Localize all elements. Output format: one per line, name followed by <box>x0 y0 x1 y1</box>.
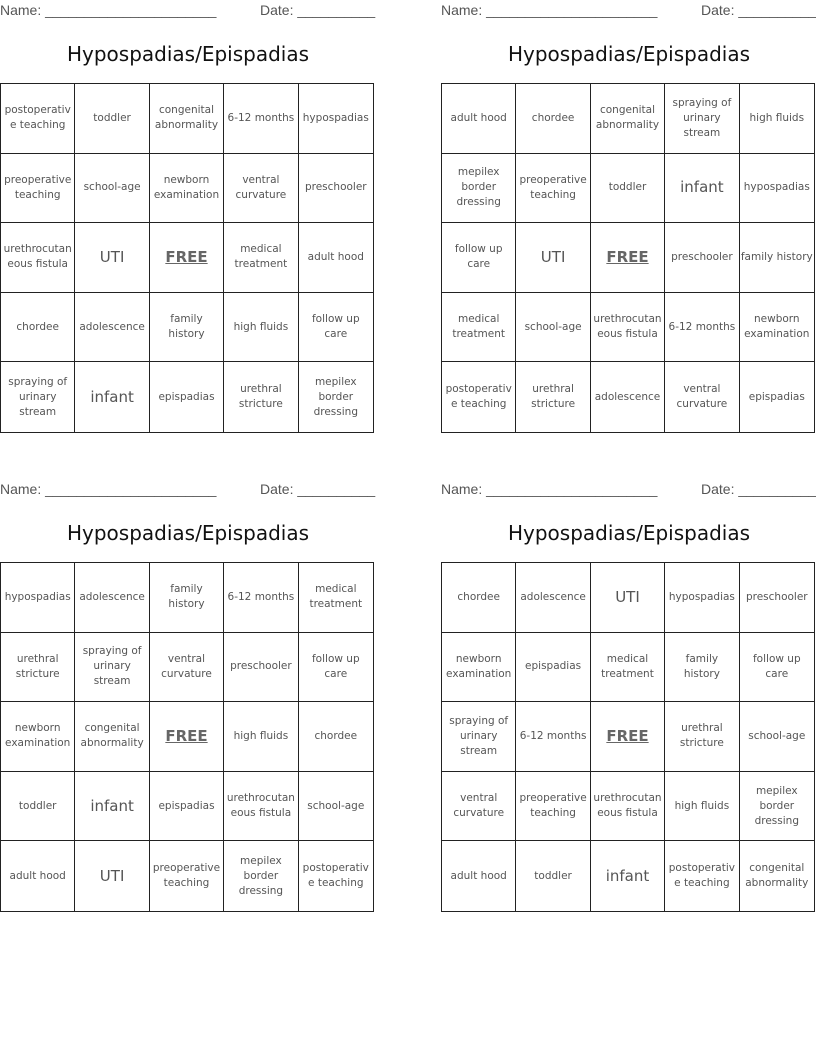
bingo-cell: UTI <box>591 563 665 633</box>
bingo-cell: ventral curvature <box>150 633 224 703</box>
bingo-cell: family history <box>150 563 224 633</box>
bingo-cell: medical treatment <box>591 633 665 703</box>
date-field: Date: __________ <box>701 481 816 497</box>
free-space-cell: FREE <box>150 702 224 772</box>
bingo-cell: medical treatment <box>299 563 373 633</box>
bingo-cell: toddler <box>1 772 75 842</box>
free-space-cell: FREE <box>150 223 224 293</box>
bingo-cell: hypospadias <box>740 154 814 224</box>
bingo-cell: epispadias <box>748 390 805 403</box>
name-date-line <box>441 481 816 499</box>
bingo-grid <box>0 562 374 912</box>
bingo-cell: infant <box>75 772 149 842</box>
card-title: Hypospadias/Epispadias <box>66 521 310 545</box>
bingo-cell: preoperative teaching <box>516 154 590 224</box>
bingo-cell: infant <box>75 362 149 432</box>
bingo-cell: urethrocutaneous fistula <box>591 772 665 842</box>
bingo-cell: congenital abnormality <box>150 84 224 154</box>
bingo-cell: adult hood <box>442 84 516 154</box>
card-title: Hypospadias/Epispadias <box>507 42 751 66</box>
bingo-grid <box>0 83 374 433</box>
bingo-cell: newborn examination <box>1 702 75 772</box>
bingo-cell: high fluids <box>740 84 814 154</box>
bingo-cell: ventral curvature <box>224 154 298 224</box>
bingo-cell: congenital abnormality <box>745 862 809 890</box>
bingo-cell: preschooler <box>224 633 298 703</box>
bingo-cell: urethral stricture <box>665 702 739 772</box>
bingo-cell: school-age <box>740 702 814 772</box>
bingo-cell: spraying of urinary stream <box>665 84 739 154</box>
bingo-cell: adult hood <box>442 841 516 911</box>
bingo-cell: postoperative teaching <box>302 862 369 890</box>
bingo-cell: 6-12 months <box>665 293 739 363</box>
bingo-cell: adult hood <box>1 841 75 911</box>
card-title: Hypospadias/Epispadias <box>66 42 310 66</box>
bingo-cell: 6-12 months <box>224 84 298 154</box>
name-field: Name: ______________________ <box>0 481 217 497</box>
bingo-cell: school-age <box>299 772 373 842</box>
bingo-cell: follow up care <box>299 633 373 703</box>
bingo-cell: family history <box>740 223 814 293</box>
bingo-cell: mepilex border dressing <box>442 154 516 224</box>
name-date-line <box>0 2 376 20</box>
bingo-cell: epispadias <box>150 772 224 842</box>
bingo-cell: adolescence <box>591 362 665 432</box>
bingo-cell: chordee <box>516 84 590 154</box>
bingo-cell: spraying of urinary stream <box>442 702 516 772</box>
bingo-cell: infant <box>665 154 739 224</box>
bingo-cell: follow up care <box>299 293 373 363</box>
bingo-cell: adolescence <box>75 293 149 363</box>
bingo-cell: adult hood <box>299 223 373 293</box>
date-field: Date: __________ <box>701 2 816 18</box>
bingo-cell: hypospadias <box>1 563 75 633</box>
bingo-cell: adolescence <box>75 563 149 633</box>
bingo-cell: toddler <box>591 154 665 224</box>
bingo-cell: urethral stricture <box>224 362 298 432</box>
bingo-cell: 6-12 months <box>224 563 298 633</box>
bingo-cell: ventral curvature <box>665 362 739 432</box>
bingo-cell: family history <box>150 293 224 363</box>
free-space-cell: FREE <box>591 223 665 293</box>
bingo-cell: chordee <box>299 702 373 772</box>
bingo-cell: UTI <box>75 223 149 293</box>
bingo-cell: postoperative teaching <box>1 84 75 154</box>
bingo-cell: mepilex border dressing <box>224 841 298 911</box>
bingo-grid <box>441 83 815 433</box>
bingo-cell: family history <box>665 633 739 703</box>
date-field: Date: __________ <box>260 2 376 18</box>
bingo-cell: postoperative teaching <box>442 362 516 432</box>
bingo-cell: school-age <box>516 293 590 363</box>
bingo-cell: adolescence <box>516 563 590 633</box>
bingo-cell: hypospadias <box>299 84 373 154</box>
bingo-cell: school-age <box>75 154 149 224</box>
bingo-cell: chordee <box>442 563 516 633</box>
name-date-line <box>441 2 816 20</box>
bingo-cell: hypospadias <box>665 563 739 633</box>
bingo-cell: 6-12 months <box>516 702 590 772</box>
name-date-line <box>0 481 376 499</box>
bingo-cell: mepilex border dressing <box>740 772 814 842</box>
name-field: Name: ______________________ <box>441 2 658 18</box>
date-field: Date: __________ <box>260 481 376 497</box>
bingo-cell: urethral stricture <box>1 633 75 703</box>
bingo-cell: spraying of urinary stream <box>75 633 149 703</box>
bingo-cell: epispadias <box>516 633 590 703</box>
bingo-cell: newborn examination <box>740 293 814 363</box>
bingo-cell: high fluids <box>224 293 298 363</box>
bingo-cell: UTI <box>75 841 149 911</box>
bingo-cell: preoperative teaching <box>1 154 75 224</box>
bingo-cell: congenital abnormality <box>75 702 149 772</box>
bingo-cell: preschooler <box>665 223 739 293</box>
name-field: Name: ______________________ <box>0 2 217 18</box>
bingo-cell: medical treatment <box>224 223 298 293</box>
bingo-cell: medical treatment <box>442 293 516 363</box>
bingo-cell: newborn examination <box>442 633 516 703</box>
card-title: Hypospadias/Epispadias <box>507 521 751 545</box>
bingo-cell: mepilex border dressing <box>313 375 358 418</box>
bingo-cell: follow up care <box>740 633 814 703</box>
bingo-cell: urethrocutaneous fistula <box>224 772 298 842</box>
bingo-cell: chordee <box>1 293 75 363</box>
bingo-cell: preschooler <box>299 154 373 224</box>
bingo-cell: UTI <box>516 223 590 293</box>
bingo-cell: follow up care <box>442 223 516 293</box>
bingo-cell: preschooler <box>740 563 814 633</box>
bingo-cell: spraying of urinary stream <box>1 362 75 432</box>
bingo-cell: newborn examination <box>150 154 224 224</box>
bingo-cell: ventral curvature <box>442 772 516 842</box>
bingo-cell: toddler <box>75 84 149 154</box>
bingo-cell: urethrocutaneous fistula <box>591 293 665 363</box>
bingo-cell: congenital abnormality <box>591 84 665 154</box>
bingo-cell: postoperative teaching <box>665 841 739 911</box>
bingo-cell: toddler <box>516 841 590 911</box>
bingo-cell: urethrocutaneous fistula <box>1 223 75 293</box>
bingo-cell: preoperative teaching <box>150 841 224 911</box>
bingo-cell: preoperative teaching <box>516 772 590 842</box>
bingo-cell: infant <box>591 841 665 911</box>
bingo-cell: urethral stricture <box>516 362 590 432</box>
bingo-cell: epispadias <box>150 362 224 432</box>
bingo-cell: high fluids <box>665 772 739 842</box>
free-space-cell: FREE <box>591 702 665 772</box>
name-field: Name: ______________________ <box>441 481 658 497</box>
bingo-cell: high fluids <box>224 702 298 772</box>
bingo-grid <box>441 562 815 912</box>
